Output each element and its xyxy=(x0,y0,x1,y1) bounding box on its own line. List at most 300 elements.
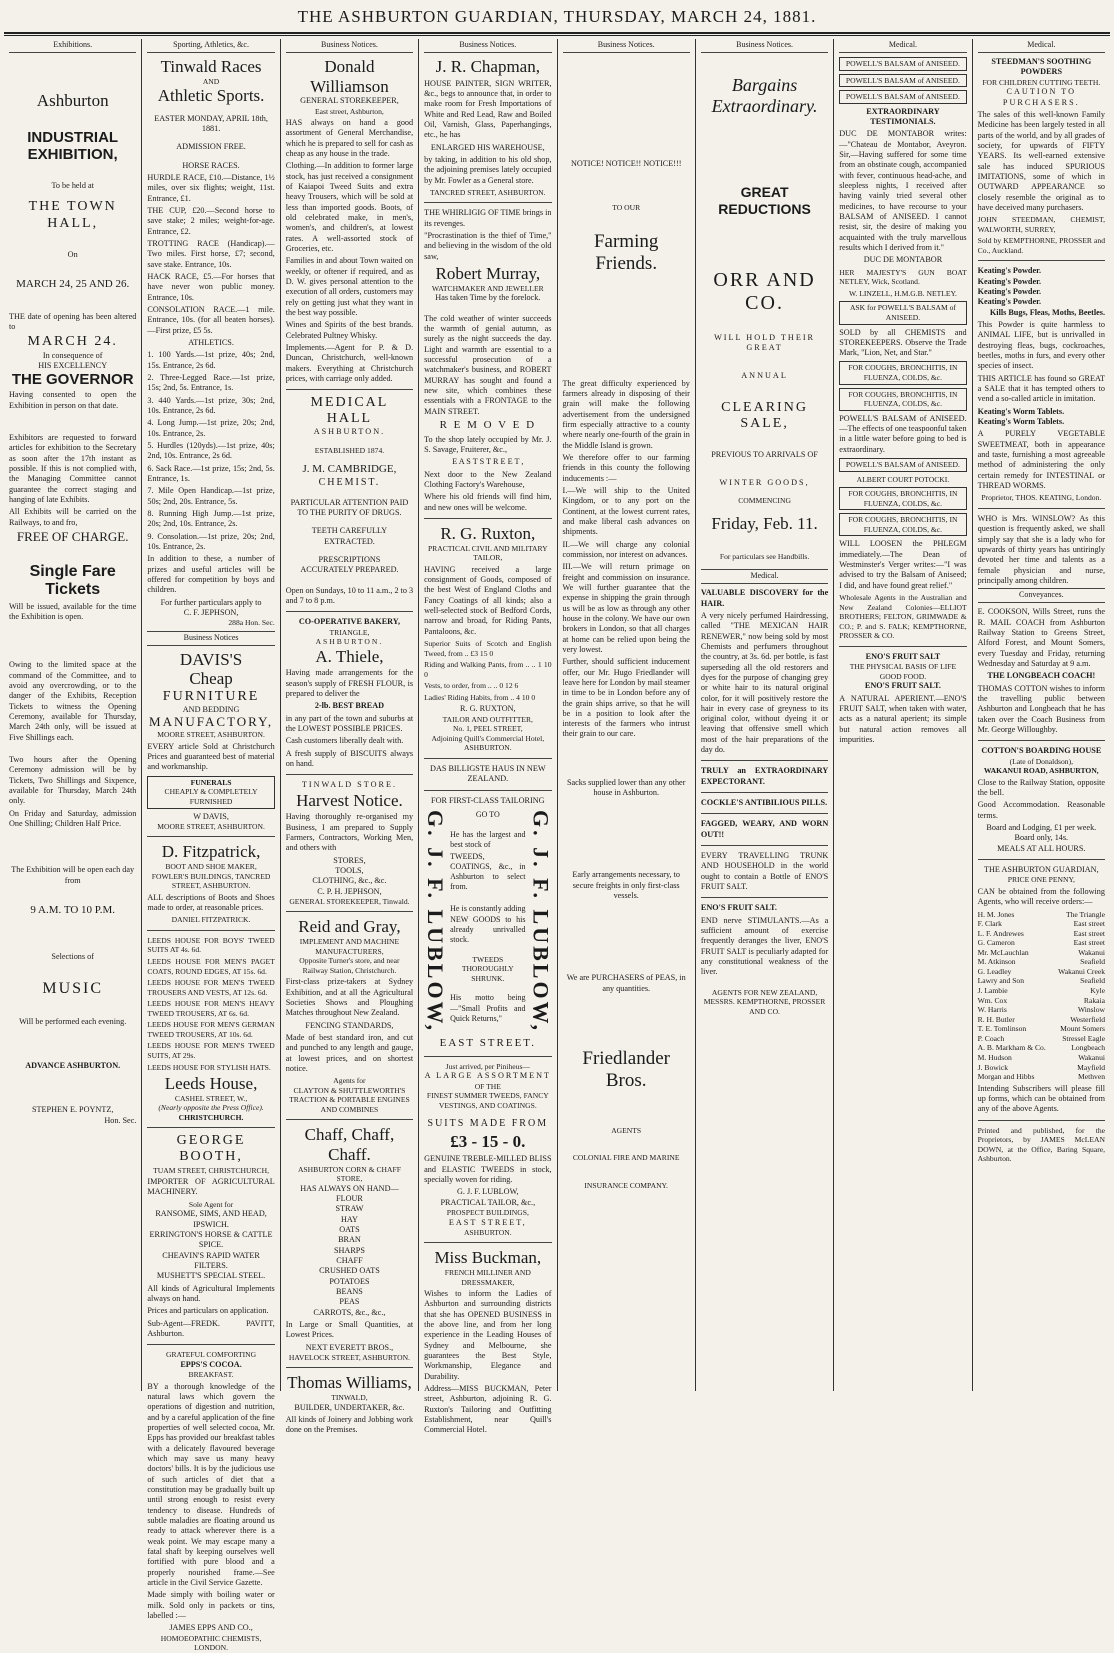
davis-furniture: FURNITURE xyxy=(162,688,260,704)
buckman-text: Wishes to inform the Ladies of Ashburton and surrounding districts that she has OPENED BUSINESS in the above line, and from her long experience in the Leading Houses of Sydney and Melbourne, she guarantees the Best Style, Workmanship, Elegance and Durability. xyxy=(424,1289,552,1381)
agents-list xyxy=(978,910,1105,1082)
race-consolation: CONSOLATION RACE.—1 mile. Entrance, 10s. (for all beaten horses).—First prize, £5 5s. xyxy=(147,304,275,335)
nerve-stimulants-text: END nerve STIMULANTS.—As a sufficient amount of exercise frequently deranges the liver, ENO'S FRUIT SALT is peculiarly adapted for any constitutional weakness of the liver. xyxy=(700,915,829,977)
agent-name: M. Atkinson xyxy=(977,957,1016,967)
williamson-clothing: Clothing.—In addition to former large stock, has just received a consignment of Kaiapoi Tweed Suits and extra heavy Trousers, which will be sold at less than imported goods. Boots, of old celebrated make, in men's, women's, and children's, at lowest rates. A well-assorted stock of Groceries, etc. xyxy=(285,161,414,253)
agent-name: G. Leadley xyxy=(977,966,1012,976)
agent-row xyxy=(978,1005,1105,1015)
thiele-cash: Cash customers liberally dealt with. xyxy=(285,736,404,746)
friday-saturday-notice: On Friday and Saturday, admission One Shilling; Children Half Price. xyxy=(9,808,137,829)
column-header: Business Notices. xyxy=(286,39,413,53)
reid-gray-address: Opposite Turner's store, and near Railway Station, Christchurch. xyxy=(299,956,400,975)
open-hours-intro: The Exhibition will be open each day from xyxy=(11,865,135,885)
fencing-standards: FENCING STANDARDS, xyxy=(305,1020,394,1030)
column-header: Conveyances. xyxy=(978,588,1105,603)
linzell-signature: W. LINZELL, H.M.G.B. NETLEY. xyxy=(848,288,957,298)
buckman-title: Miss Buckman, xyxy=(434,1248,542,1268)
williamson-implements: Implements.—Agent for P. & D. Duncan, Christchurch, well-known makers. Everything at Christchurch prices, with carriage only added. xyxy=(285,342,414,383)
fagged-title: FAGGED, WEARY, AND WORN OUT!! xyxy=(700,819,829,839)
leeds-house-line: LEEDS HOUSE FOR MEN'S TWEED TROUSERS AND VESTS, AT 12s. 6d. xyxy=(147,978,275,997)
wholesale-agents: Wholesale Agents in the Australian and New Zealand Colonies—ELLIOT BROTHERS; FELTON, GRIMWADE & CO.; P. and S. FALK; KEMPTHORNE, PROSSER & CO. xyxy=(839,593,967,641)
eno-title: ENO'S FRUIT SALT xyxy=(865,651,941,661)
netley-address: HER MAJESTY'S GUN BOAT NETLEY, Wick, Scotland. xyxy=(839,267,967,287)
powell-effects: POWELL'S BALSAM of ANISEED.—The effects of one teaspoonful taken in a little water before going to bed is extraordinary. xyxy=(839,413,967,454)
keating-powder: Keating's Powder. xyxy=(977,287,1042,297)
steedman-sold-by: Sold by KEMPTHORNE, PROSSER and Co., Auckland. xyxy=(977,236,1105,255)
great-reductions: GREAT REDUCTIONS xyxy=(718,184,811,217)
lublow-street: EAST STREET, xyxy=(448,1217,527,1227)
agent-row xyxy=(978,986,1105,996)
george-booth-title: GEORGE BOOTH, xyxy=(176,1133,246,1165)
agent-name: Mr. McLauchlan xyxy=(977,947,1029,957)
produce-item: BRAN xyxy=(338,1235,361,1245)
robert-murray-tagline: Has taken Time by the forelock. xyxy=(435,293,541,303)
stores-label: STORES, xyxy=(333,855,366,865)
cookson-coach: E. COOKSON, Wills Street, runs the R. MAIL COACH from Ashburton Railway Station to Greens Street, Alford Forest, and Mount Somers, every Tuesday and Friday, returning Wednesday and Saturday at 9 a.m. xyxy=(977,607,1105,668)
agent-location: Wakanui xyxy=(1078,947,1105,957)
agent-location: Wakanui xyxy=(1078,1052,1105,1062)
particulars-intro: For further particulars apply to xyxy=(160,597,262,607)
next-door-text: Next door to the New Zealand Clothing Factory's Warehouse, xyxy=(424,469,552,489)
next-everett: NEXT EVERETT BROS., xyxy=(305,1342,394,1352)
agent-name: A. B. Markham & Co. xyxy=(977,1043,1046,1053)
always-on-hand: HAS ALWAYS ON HAND— xyxy=(300,1183,399,1193)
produce-list xyxy=(286,1194,413,1318)
agent-name: Morgan and Hibbs xyxy=(977,1072,1035,1082)
agent-row xyxy=(978,1034,1105,1044)
tinwald-store: TINWALD STORE. xyxy=(301,780,398,790)
column-exhibitions xyxy=(4,39,141,1391)
and-label: AND xyxy=(202,76,220,86)
robert-murray-text: The cold weather of winter succeeds the warmth of genial autumn, as surely as the night succeeds the day. Light and warmth are essential to a successful prosecution of a watchmaker's business, and ROBERT MURRAY has sought and found a new site, which combines these essentials with a FRONTAGE to the MAIN STREET. xyxy=(424,313,552,416)
tweeds-shrunk: TWEEDS THOROUGHLY SHRUNK. xyxy=(461,954,514,983)
sole-agent-label: Sole Agent for xyxy=(188,1199,234,1209)
agency-line: CHEAVIN'S RAPID WATER FILTERS. xyxy=(162,1250,260,1270)
athletics-event: 8. Running High Jump.—1st prize, 20s; 2nd, 10s. Entrance, 2s. xyxy=(147,508,275,529)
medical-hall-title: MEDICAL HALL xyxy=(310,395,389,427)
board-only: Board only, 14s. xyxy=(1014,833,1069,843)
agents-label: AGENTS xyxy=(611,1125,642,1135)
leeds-house-street: CASHEL STREET, W., xyxy=(174,1093,248,1103)
good-food: GOOD FOOD. xyxy=(879,671,927,681)
athletics-event: 4. Long Jump.—1st prize, 20s; 2nd, 10s. Entrance, 2s. xyxy=(147,418,275,438)
athletics-event: 6. Sack Race.—1st prize, 15s; 2nd, 5s. Entrance, 1s. xyxy=(147,463,275,483)
keating-proprietor: Proprietor, THOS. KEATING, London. xyxy=(981,493,1102,503)
agent-name: W. Harris xyxy=(977,1005,1007,1015)
ask-for-powell: ASK for POWELL'S BALSAM of ANISEED. xyxy=(839,301,966,324)
commencing: COMMENCING xyxy=(738,496,791,506)
leeds-house-line: LEEDS HOUSE FOR STYLISH HATS. xyxy=(147,1062,271,1072)
agent-row xyxy=(978,996,1105,1006)
davis-signature-address: MOORE STREET, ASHBURTON. xyxy=(157,821,265,831)
funerals-box xyxy=(147,776,274,809)
jephson-name: C. F. JEPHSON, xyxy=(183,607,239,617)
cambridge-name: J. M. CAMBRIDGE, xyxy=(302,463,397,476)
inducement-2: II.—We will charge any colonial commission, nor interest on advances. xyxy=(562,539,690,559)
buckman-trade: FRENCH MILLINER AND DRESSMAKER, xyxy=(444,1268,531,1287)
epps-made: Made simply with boiling water or milk. Sold only in packets or tins, labelled :— xyxy=(147,1590,275,1620)
whirligig-text: THE WHIRLIGIG OF TIME brings in its revenges. xyxy=(424,208,552,228)
reid-gray-text: First-class prize-takers at Sydney Exhibition, and at all the Agricultural Societies Shows and Ploughing Matches throughout New Zealand. xyxy=(285,977,414,1018)
potocki-signature: ALBERT COURT POTOCKI. xyxy=(856,474,950,484)
powell-balsam-box: POWELL'S BALSAM of ANISEED. xyxy=(839,458,966,472)
leeds-house-line: LEEDS HOUSE FOR BOYS' TWEED SUITS AT 4s. 6d. xyxy=(147,935,275,955)
davis-signature: W DAVIS, xyxy=(193,811,229,821)
exhibition-title: INDUSTRIAL EXHIBITION, xyxy=(27,128,119,163)
robert-murray-title: Robert Murray, xyxy=(435,264,541,284)
epps-location: HOMOEOPATHIC CHEMISTS, LONDON. xyxy=(160,1633,262,1653)
caution-purchasers: CAUTION TO PURCHASERS. xyxy=(1002,87,1080,107)
subscribers-note: Intending Subscribers will please fill up forms, which can be obtained from any of the above Agents. xyxy=(977,1083,1105,1114)
powell-balsam-box: POWELL'S BALSAM of ANISEED. xyxy=(839,90,966,104)
music-note: Will be performed each evening. xyxy=(19,1016,127,1026)
removed-heading: R E M O V E D xyxy=(439,418,537,431)
agents-nz: AGENTS FOR NEW ZEALAND, xyxy=(711,987,818,997)
chapman-address: TANCRED STREET, ASHBURTON. xyxy=(430,187,546,197)
agent-row xyxy=(978,938,1105,948)
prizes-note: In addition to these, a number of prizes and useful articles will be offered for competition by boys and children. xyxy=(147,554,275,595)
ruxton-price: Ladies' Riding Habits, from .. 4 10 0 xyxy=(424,692,536,702)
sale-date: Friday, Feb. 11. xyxy=(711,514,818,534)
agent-row xyxy=(978,948,1105,958)
imprint: Printed and published, for the Proprietors, by JAMES McLEAN DOWN, at the Office, Baring Square, Ashburton. xyxy=(977,1125,1105,1164)
race-cup: THE CUP, £20.—Second horse to save stake; 2 miles; weight-for-age. Entrance, £2. xyxy=(147,206,275,236)
powell-balsam-box: POWELL'S BALSAM of ANISEED. xyxy=(839,74,966,88)
exhibition-venue-intro: To be held at xyxy=(51,181,94,191)
east-street: E A S T S T R E E T , xyxy=(452,457,524,467)
peas-purchase: We are PURCHASERS of PEAS, in any quantities. xyxy=(566,973,686,993)
leeds-house-line: LEEDS HOUSE FOR MEN'S HEAVY TWEED TROUSERS, AT 6s. 6d. xyxy=(147,999,275,1018)
railway-notice: All Exhibits will be carried on the Railways, to and fro, xyxy=(9,507,137,527)
agent-location: Methven xyxy=(1078,1072,1105,1082)
agent-row xyxy=(978,1024,1105,1034)
tickets-notice: Will be issued, available for the time the Exhibition is open. xyxy=(9,601,137,622)
ruxton-price: Superior Suits of Scotch and English Tweed, from .. £3 15 0 xyxy=(424,638,552,658)
columns xyxy=(4,39,1110,1653)
harvest-text: Having thoroughly re-organised my Business, I am prepared to Supply Farmers, Contractors, Working Men, and others with xyxy=(285,812,414,853)
agent-row xyxy=(978,1063,1105,1073)
agent-row xyxy=(978,1072,1105,1082)
boarding-house-accommodation: Good Accommodation. Reasonable terms. xyxy=(977,800,1105,820)
chapman-premises: by taking, in addition to his old shop, the adjoining premises lately occupied by Mr. Fowler as a General store. xyxy=(424,154,552,185)
race-hurdle: HURDLE RACE, £10.—Distance, 1½ miles, over six flights; weight, 11st. Entrance, £1. xyxy=(147,173,275,203)
lublow-new-goods: He is constantly adding NEW GOODS to his already unrivalled stock. xyxy=(450,904,526,944)
steedman-text: The sales of this well-known Family Medicine has been largely tested in all parts of the world, and by all grades of society, for upwards of FIFTY YEARS. Its well-earned extensive sale has induced SPURIOUS IMITATIONS, some of which in OUTWARD APPEARANCE so closely resemble the original as to have deceived many purchasers. xyxy=(977,109,1105,212)
leeds-house-city: CHRISTCHURCH. xyxy=(178,1112,244,1122)
lublow-vertical-right: G. J. F. LUBLOW, xyxy=(528,809,554,1033)
agent-location: Mount Somers xyxy=(1060,1024,1105,1034)
athletics-event: 7. Mile Open Handicap.—1st prize, 50s; 2nd, 20s. Entrance, 5s. xyxy=(147,486,275,506)
horse-races-heading: HORSE RACES. xyxy=(182,160,240,170)
column-sporting xyxy=(141,39,279,1653)
george-booth-address: TUAM STREET, CHRISTCHURCH, xyxy=(153,1165,269,1175)
travelling-trunk-text: EVERY TRAVELLING TRUNK AND HOUSEHOLD in the world ought to contain a Bottle of ENO'S FRUIT SALT. xyxy=(700,851,829,892)
exhibitors-notice: Exhibitors are requested to forward articles for exhibition to the Secretary as soon after the 17th instant as possible. If this is not complied with, the Managing Committee cannot guarantee the correct staging and hanging of late Exhibits. xyxy=(9,433,137,505)
leeds-house-line: LEEDS HOUSE FOR MEN'S TWEED SUITS, AT 29s. xyxy=(147,1041,275,1061)
jephson-trade: GENERAL STOREKEEPER, Tinwald. xyxy=(289,896,410,906)
athletic-sports-title: Athletic Sports. xyxy=(157,86,265,106)
ruxton-trade: PRACTICAL CIVIL AND MILITARY TAILOR, xyxy=(427,543,548,563)
best-bread: 2-lb. BEST BREAD xyxy=(314,701,385,711)
agent-name: J. Lambie xyxy=(977,986,1008,996)
agent-row xyxy=(978,910,1105,920)
ruxton-price: Riding and Walking Pants, from .. .. 1 10 0 xyxy=(424,660,552,679)
steedman-address: JOHN STEEDMAN, CHEMIST, WALWORTH, SURREY, xyxy=(977,215,1105,234)
agent-name: L. F. Andrewes xyxy=(977,928,1024,938)
his-excellency: HIS EXCELLENCY xyxy=(38,360,108,370)
bakery-triangle: TRIANGLE, xyxy=(329,627,370,637)
prices-note: Prices and particulars on application. xyxy=(147,1306,269,1316)
agent-name: R. H. Butler xyxy=(977,1014,1015,1024)
early-arrangements: Early arrangements necessary, to secure freights in only first-class vessels. xyxy=(572,870,681,901)
farming-intro: The great difficulty experienced by farmers already in disposing of their grain will make the following advertisement from the undersigned firm especially attractive to a county where nearly one-fourth of the grain in the Middle Island is grown. xyxy=(562,378,690,450)
governor-consent: Having consented to open the Exhibition in person on that date. xyxy=(9,390,137,410)
george-booth-trade: IMPORTER OF AGRICULTURAL MACHINERY. xyxy=(147,1177,275,1197)
agent-name: F. Clark xyxy=(977,919,1002,929)
farming-inducements: We therefore offer to our farming friends in this county the following inducements :— xyxy=(562,452,690,483)
sacks-note: Sacks supplied lower than any other house in Ashburton. xyxy=(566,777,686,798)
finest-tweeds: FINEST SUMMER TWEEDS, FANCY VESTINGS, AND COATINGS. xyxy=(426,1091,549,1110)
keating-article: THIS ARTICLE has found so GREAT a SALE that it has tempted others to vend a so-called article in imitation. xyxy=(977,373,1105,404)
single-fare-tickets: Single Fare Tickets xyxy=(29,563,116,599)
clearing-sale: CLEARING SALE, xyxy=(721,399,808,431)
lublow-vertical-left: G. J. F. LUBLOW, xyxy=(423,809,449,1033)
colonial-fire-marine: COLONIAL FIRE AND MARINE xyxy=(572,1153,680,1163)
davis-title: DAVIS'S xyxy=(179,649,243,669)
agent-name: Lawry and Son xyxy=(977,976,1025,986)
column-medical-2 xyxy=(972,39,1110,1391)
ruxton-signature-location: Adjoining Quill's Commercial Hotel, ASHBURTON. xyxy=(431,733,545,753)
ruxton-signature-street: No. 1, PEEL STREET, xyxy=(453,724,523,734)
suits-price: £3 - 15 - 0. xyxy=(450,1131,526,1151)
free-of-charge: FREE OF CHARGE. xyxy=(16,529,129,545)
agent-location: East street xyxy=(1073,919,1105,929)
opening-date: MARCH 24. xyxy=(27,334,118,350)
epps-company: JAMES EPPS AND CO., xyxy=(169,1623,253,1633)
agent-location: Wakanui Creek xyxy=(1058,966,1105,976)
secretary-name: STEPHEN E. POYNTZ, xyxy=(31,1105,114,1115)
williamson-text: HAS always on hand a good assortment of General Merchandise, which he is prepared to sell for cash as cheap as any house in the trade. xyxy=(285,118,414,159)
boarding-house-late: (Late of Donaldson), xyxy=(1009,756,1074,766)
steedman-title: STEEDMAN'S SOOTHING POWDERS xyxy=(991,57,1092,77)
jephson-signature: C. P. H. JEPHSON, xyxy=(317,886,382,896)
column-medical-1 xyxy=(833,39,971,1391)
produce-item: CHAFF xyxy=(336,1255,363,1265)
leeds-house-note: (Nearly opposite the Press Office). xyxy=(158,1103,264,1113)
eno-fruit-salt: ENO'S FRUIT SALT. xyxy=(700,903,777,913)
extraordinary: Extraordinary. xyxy=(711,95,818,116)
race-trotting: TROTTING RACE (Handicap).—Two miles. First horse, £7; second, save stake. Entrance, 10s. xyxy=(147,239,275,269)
of-the: OF THE xyxy=(474,1081,501,1091)
kills-bugs: Kills Bugs, Fleas, Moths, Beetles. xyxy=(989,307,1105,317)
fitzpatrick-address: FOWLER'S BUILDINGS, TANCRED STREET, ASHBURTON. xyxy=(151,871,271,891)
removed-text: To the shop lately occupied by Mr. J. S. Savage, Fruiterer, &c., xyxy=(424,434,552,455)
produce-item: CARROTS, &c., &c., xyxy=(313,1307,386,1317)
column-business-4 xyxy=(695,39,833,1391)
davis-bedding: AND BEDDING xyxy=(182,705,240,714)
agent-row xyxy=(978,929,1105,939)
bakery-town: ASHBURTON. xyxy=(315,637,384,647)
ruxton-signature-trade: TAILOR AND OUTFITTER, xyxy=(442,714,533,724)
music-heading: MUSIC xyxy=(42,980,104,998)
agent-row xyxy=(978,967,1105,977)
ruxton-signature: R. G. RUXTON, xyxy=(460,704,516,714)
chapman-text: HOUSE PAINTER, SIGN WRITER, &c., begs to announce that, in order to make room for Fresh Importations of White and Red Lead, Raw and Boiled Oil, Varnish, Glass, Paperhangings, etc., he has xyxy=(424,78,552,140)
steedman-subtitle: FOR CHILDREN CUTTING TEETH. xyxy=(982,77,1101,87)
column-business-1 xyxy=(280,39,418,1435)
athletics-event: 5. Hurdles (120yds).—1st prize, 40s; 2nd, 10s. Entrance, 2s 6d. xyxy=(147,440,275,461)
eno-title-2: ENO'S FRUIT SALT. xyxy=(864,681,941,691)
column-header: Medical. xyxy=(978,39,1105,53)
epps-tagline: GRATEFUL COMFORTING xyxy=(165,1350,257,1360)
worm-tablets-text: A PURELY VEGETABLE SWEETMEAT, both in appearance and taste, furnishing a most agreeable method of administering the only certain remedy for INTESTINAL or THREAD WORMS. xyxy=(977,429,1105,491)
agency-line: MUSHETT'S SPECIAL STEEL. xyxy=(156,1271,266,1281)
buckman-address: Address—MISS BUCKMAN, Peter street, Ashburton, adjoining R. G. Ruxton's Tailoring and Outfitting Establishment, near Quill's Commercial Hotel. xyxy=(424,1384,552,1435)
price-one-penny: PRICE ONE PENNY, xyxy=(1007,875,1075,885)
exhibition-venue: THE TOWN HALL, xyxy=(28,199,117,231)
open-hours: 9 A.M. TO 10 P.M. xyxy=(30,904,115,917)
implements-note: All kinds of Agricultural Implements always on hand. xyxy=(147,1283,275,1303)
produce-item: STRAW xyxy=(335,1204,364,1214)
ruxton-price: Vests, to order, from .. .. 0 12 6 xyxy=(424,681,519,691)
winslow-text: WHO is Mrs. WINSLOW? As this question is frequently asked, we shall simply say that she is a lady who for upwards of thirty years has untiringly devoted her time and talents as a female physician and nurse, principally among children. xyxy=(977,513,1105,585)
easter-monday-date: EASTER MONDAY, APRIL 18th, xyxy=(154,113,268,123)
physical-basis: THE PHYSICAL BASIS OF LIFE xyxy=(849,662,957,672)
agent-location: Kyle xyxy=(1090,986,1105,996)
boarding-house-title: COTTON'S BOARDING HOUSE xyxy=(981,746,1102,756)
agent-row xyxy=(978,919,1105,929)
reid-gray-title: Reid and Gray, xyxy=(298,917,401,937)
williamson-title: Donald Williamson xyxy=(310,57,389,96)
tinwald-races-title: Tinwald Races xyxy=(160,57,262,77)
hair-discovery-title: VALUABLE DISCOVERY for the HAIR. xyxy=(700,588,829,608)
williamson-trade: GENERAL STOREKEEPER, xyxy=(300,96,399,106)
first-class-tailoring: FOR FIRST-CLASS TAILORING xyxy=(431,795,545,805)
chaff-title: Chaff, Chaff, Chaff. xyxy=(304,1125,395,1164)
agents-for: Agents for xyxy=(333,1076,366,1086)
coughs-box: FOR COUGHS, BRONCHITIS, IN FLUENZA, COLDS, &c. xyxy=(839,513,966,536)
column-header: Business Notices. xyxy=(563,39,690,53)
agent-location: Seafield xyxy=(1080,957,1105,967)
keating-powder: Keating's Powder. xyxy=(977,297,1042,307)
column-header: Medical. xyxy=(701,569,828,584)
lublow-town: ASHBURTON. xyxy=(463,1227,512,1237)
robert-murray-trade: WATCHMAKER AND JEWELLER xyxy=(431,283,544,293)
coughs-box: FOR COUGHS, BRONCHITIS, IN FLUENZA, COLDS, &c. xyxy=(839,361,966,384)
williamson-wines: Wines and Spirits of the best brands. Celebrated Pultney Whisky. xyxy=(285,320,414,340)
masthead: THE ASHBURTON GUARDIAN, THURSDAY, MARCH 24, 1881. xyxy=(297,7,817,26)
keating-powder: Keating's Powder. xyxy=(977,266,1042,276)
notice-heading: NOTICE! NOTICE!! NOTICE!!! xyxy=(570,159,682,169)
consequence-text: In consequence of xyxy=(42,350,103,360)
will-hold: WILL HOLD THEIR GREAT xyxy=(714,332,816,352)
just-arrived: Just arrived, per Piniheus— xyxy=(445,1061,530,1071)
old-friends-text: Where his old friends will find him, and new ones will be welcome. xyxy=(424,492,552,512)
winter-goods: WINTER GOODS, xyxy=(719,478,810,488)
agents-intro: CAN be obtained from the following Agents, who will receive orders:— xyxy=(977,886,1105,907)
exhibition-dates: MARCH 24, 25 AND 26. xyxy=(16,277,130,290)
leeds-house-title: Leeds House, xyxy=(164,1074,258,1094)
ruxton-title: R. G. Ruxton, xyxy=(440,523,536,543)
montabor-letter: DUC DE MONTABOR writes:—"Chateau de Montabor, Aveyron. Sir,—Having suffered for some time from an obstinate cough, accompanied with fever, continuous head-ache, and sleepless nights, I received after having vainly tried several other medicines, to have recourse to your BALSAM of ANISEED. I cannot resist, sir, the desire of making you acquainted with the truly marvellous results which I derived from it." xyxy=(839,129,967,253)
previous-to: PREVIOUS TO ARRIVALS OF xyxy=(711,449,818,459)
exhibition-on: On xyxy=(67,249,78,259)
fitzpatrick-trade: BOOT AND SHOE MAKER, xyxy=(165,861,257,871)
agent-row xyxy=(978,1053,1105,1063)
produce-item: OATS xyxy=(339,1224,360,1234)
agent-row xyxy=(978,1043,1105,1053)
produce-item: PEAS xyxy=(339,1297,360,1307)
insurance-company: INSURANCE COMPANY. xyxy=(584,1180,668,1190)
funerals-subtitle: CHEAPLY & COMPLETELY FURNISHED xyxy=(164,787,258,806)
guardian-title: THE ASHBURTON GUARDIAN, xyxy=(983,865,1099,874)
agent-name: P. Coach xyxy=(977,1033,1005,1043)
agent-name: G. Cameron xyxy=(977,938,1015,948)
race-hack: HACK RACE, £5.—For horses that have never won public money. Entrance, 10s. xyxy=(147,272,275,302)
leeds-house-line: LEEDS HOUSE FOR MEN'S GERMAN TWEED TROUSERS, AT 10s. 6d. xyxy=(147,1020,275,1039)
friedlander-bros: Friedlander Bros. xyxy=(582,1048,670,1091)
testimonials-title: EXTRAORDINARY TESTIMONIALS. xyxy=(866,106,940,127)
medical-hall-established: ESTABLISHED 1874. xyxy=(314,445,385,455)
longbeach-coach: THE LONGBEACH COACH! xyxy=(987,671,1096,681)
inducement-3: III.—We will return primage on freight and commission on insurance. We will further guarantee that the expense in shipping the grain through us will be as low as through any other house in the colony. We have our own brokers in London, so that all charges at home can be relied upon being the very lowest. xyxy=(562,562,690,654)
opening-altered-notice: THE date of opening has been altered to xyxy=(9,311,137,332)
column-header: Business Notices. xyxy=(701,39,828,53)
inducement-further: Further, should sufficient inducement offer, our Mr. Hugo Friedlander will leave here for London by mail steamer in time to be in London before any of the grain ships arrive, so that he will be in a position to look after the interests of the farmers who intrust their grain to our care. xyxy=(562,657,690,739)
clayton-agency: CLAYTON & SHUTTLEWORTH'S TRACTION & PORTABLE ENGINES AND COMBINES xyxy=(289,1085,410,1114)
farming-friends: Farming Friends. xyxy=(593,230,659,274)
agent-name: J. Bowick xyxy=(977,1062,1008,1072)
year: 1881. xyxy=(201,124,221,134)
billigste-haus: DAS BILLIGSTE HAUS IN NEW ZEALAND. xyxy=(430,763,546,784)
agent-location: Winslow xyxy=(1077,1005,1105,1015)
agent-location: Seafield xyxy=(1080,976,1105,986)
worm-tablets: Keating's Worm Tablets. xyxy=(977,417,1065,427)
davis-text: EVERY article Sold at Christchurch Prices and guaranteed best of material and workmanship. xyxy=(147,741,275,772)
produce-item: HAY xyxy=(340,1214,358,1224)
sold-by-chemists: SOLD by all CHEMISTS and STOREKEEPERS. Observe the Trade Mark, "Lion, Net, and Star." xyxy=(839,327,967,358)
fencing-text: Made of best standard iron, and cut and punched to any length and gauge, at lowest prices, and on shortest notice. xyxy=(285,1032,414,1073)
fitzpatrick-signature: DANIEL FITZPATRICK. xyxy=(171,915,251,925)
handbills-note: For particulars see Handbills. xyxy=(719,551,810,561)
exhibition-town: Ashburton xyxy=(36,91,109,111)
lublow-block xyxy=(423,809,554,1033)
worm-tablets: Keating's Worm Tablets. xyxy=(977,406,1065,416)
leeds-house-line: LEEDS HOUSE FOR MEN'S PAGET COATS, ROUND EDGES, AT 15s. 6d. xyxy=(147,956,275,976)
advance-ashburton: ADVANCE ASHBURTON. xyxy=(25,1060,121,1070)
column-header: Business Notices. xyxy=(424,39,551,53)
davis-manufactory: MANUFACTORY, xyxy=(149,714,274,730)
natural-aperient: A NATURAL APERIENT.—ENO'S FRUIT SALT, when taken with water, acts as a natural aperient; its simple but natural action removes all impurities. xyxy=(839,693,967,744)
epps-breakfast: BREAKFAST. xyxy=(188,1370,234,1380)
lublow-stock: He has the largest and best stock of xyxy=(450,829,526,850)
havelock-street: HAVELOCK STREET, ASHBURTON. xyxy=(288,1352,410,1362)
epps-text: BY a thorough knowledge of the natural laws which govern the operations of digestion and nutrition, and by a careful application of the fine properties of well selected cocoa, Mr. Epps has provided our breakfast tables with a delicately flavoured beverage which may save us many heavy doctors' bills. It is by the judicious use of such articles of diet that a constitution may be gradually built up until strong enough to resist every tendency to disease. Hundreds of subtle maladies are floating around us ready to attack wherever there is a weak point. We may escape many a fatal shaft by keeping ourselves well fortified with pure blood and a properly nourished frame.—See article in the Civil Service Gazette. xyxy=(147,1381,275,1587)
column-header: Medical. xyxy=(839,39,966,53)
thomas-williams-trade: BUILDER, UNDERTAKER, &c. xyxy=(294,1402,405,1412)
go-to: GO TO xyxy=(475,809,500,819)
lublow-middle xyxy=(446,810,529,1026)
medical-hall-town: ASHBURTON. xyxy=(313,427,386,437)
drugs-purity: PARTICULAR ATTENTION PAID TO THE PURITY OF DRUGS. xyxy=(290,497,409,518)
athletics-event: 9. Consolation.—1st prize, 20s; 2nd, 10s. Entrance, 2s. xyxy=(147,531,275,551)
produce-item: BEANS xyxy=(336,1286,363,1296)
board-lodging: Board and Lodging, £1 per week. xyxy=(986,823,1097,833)
procrastination-text: "Procrastination is the thief of Time," and believing in the wisdom of the old saw, xyxy=(424,231,552,261)
lublow-tweeds: TWEEDS, COATINGS, &c., in Ashburton to select from. xyxy=(450,852,526,892)
hair-discovery-text: A very nicely perfumed Hairdressing, called "THE MEXICAN HAIR RENEWER," now being sold by most Chemists and perfumers throughout the country, at 3s. 6d. per bottle, is fast superseding all the old restorers and dyes for the purpose of changing grey or white hair to its natural original color, for it will positively restore the hair in every case of greyness to its original color, without dyeing it or leaving that offensive smell which most of the hair preparations of the day do. xyxy=(700,610,829,755)
athletics-event: 2. Three-Legged Race.—1st prize, 15s; 2nd, 5s. Entrance, 1s. xyxy=(147,372,275,393)
